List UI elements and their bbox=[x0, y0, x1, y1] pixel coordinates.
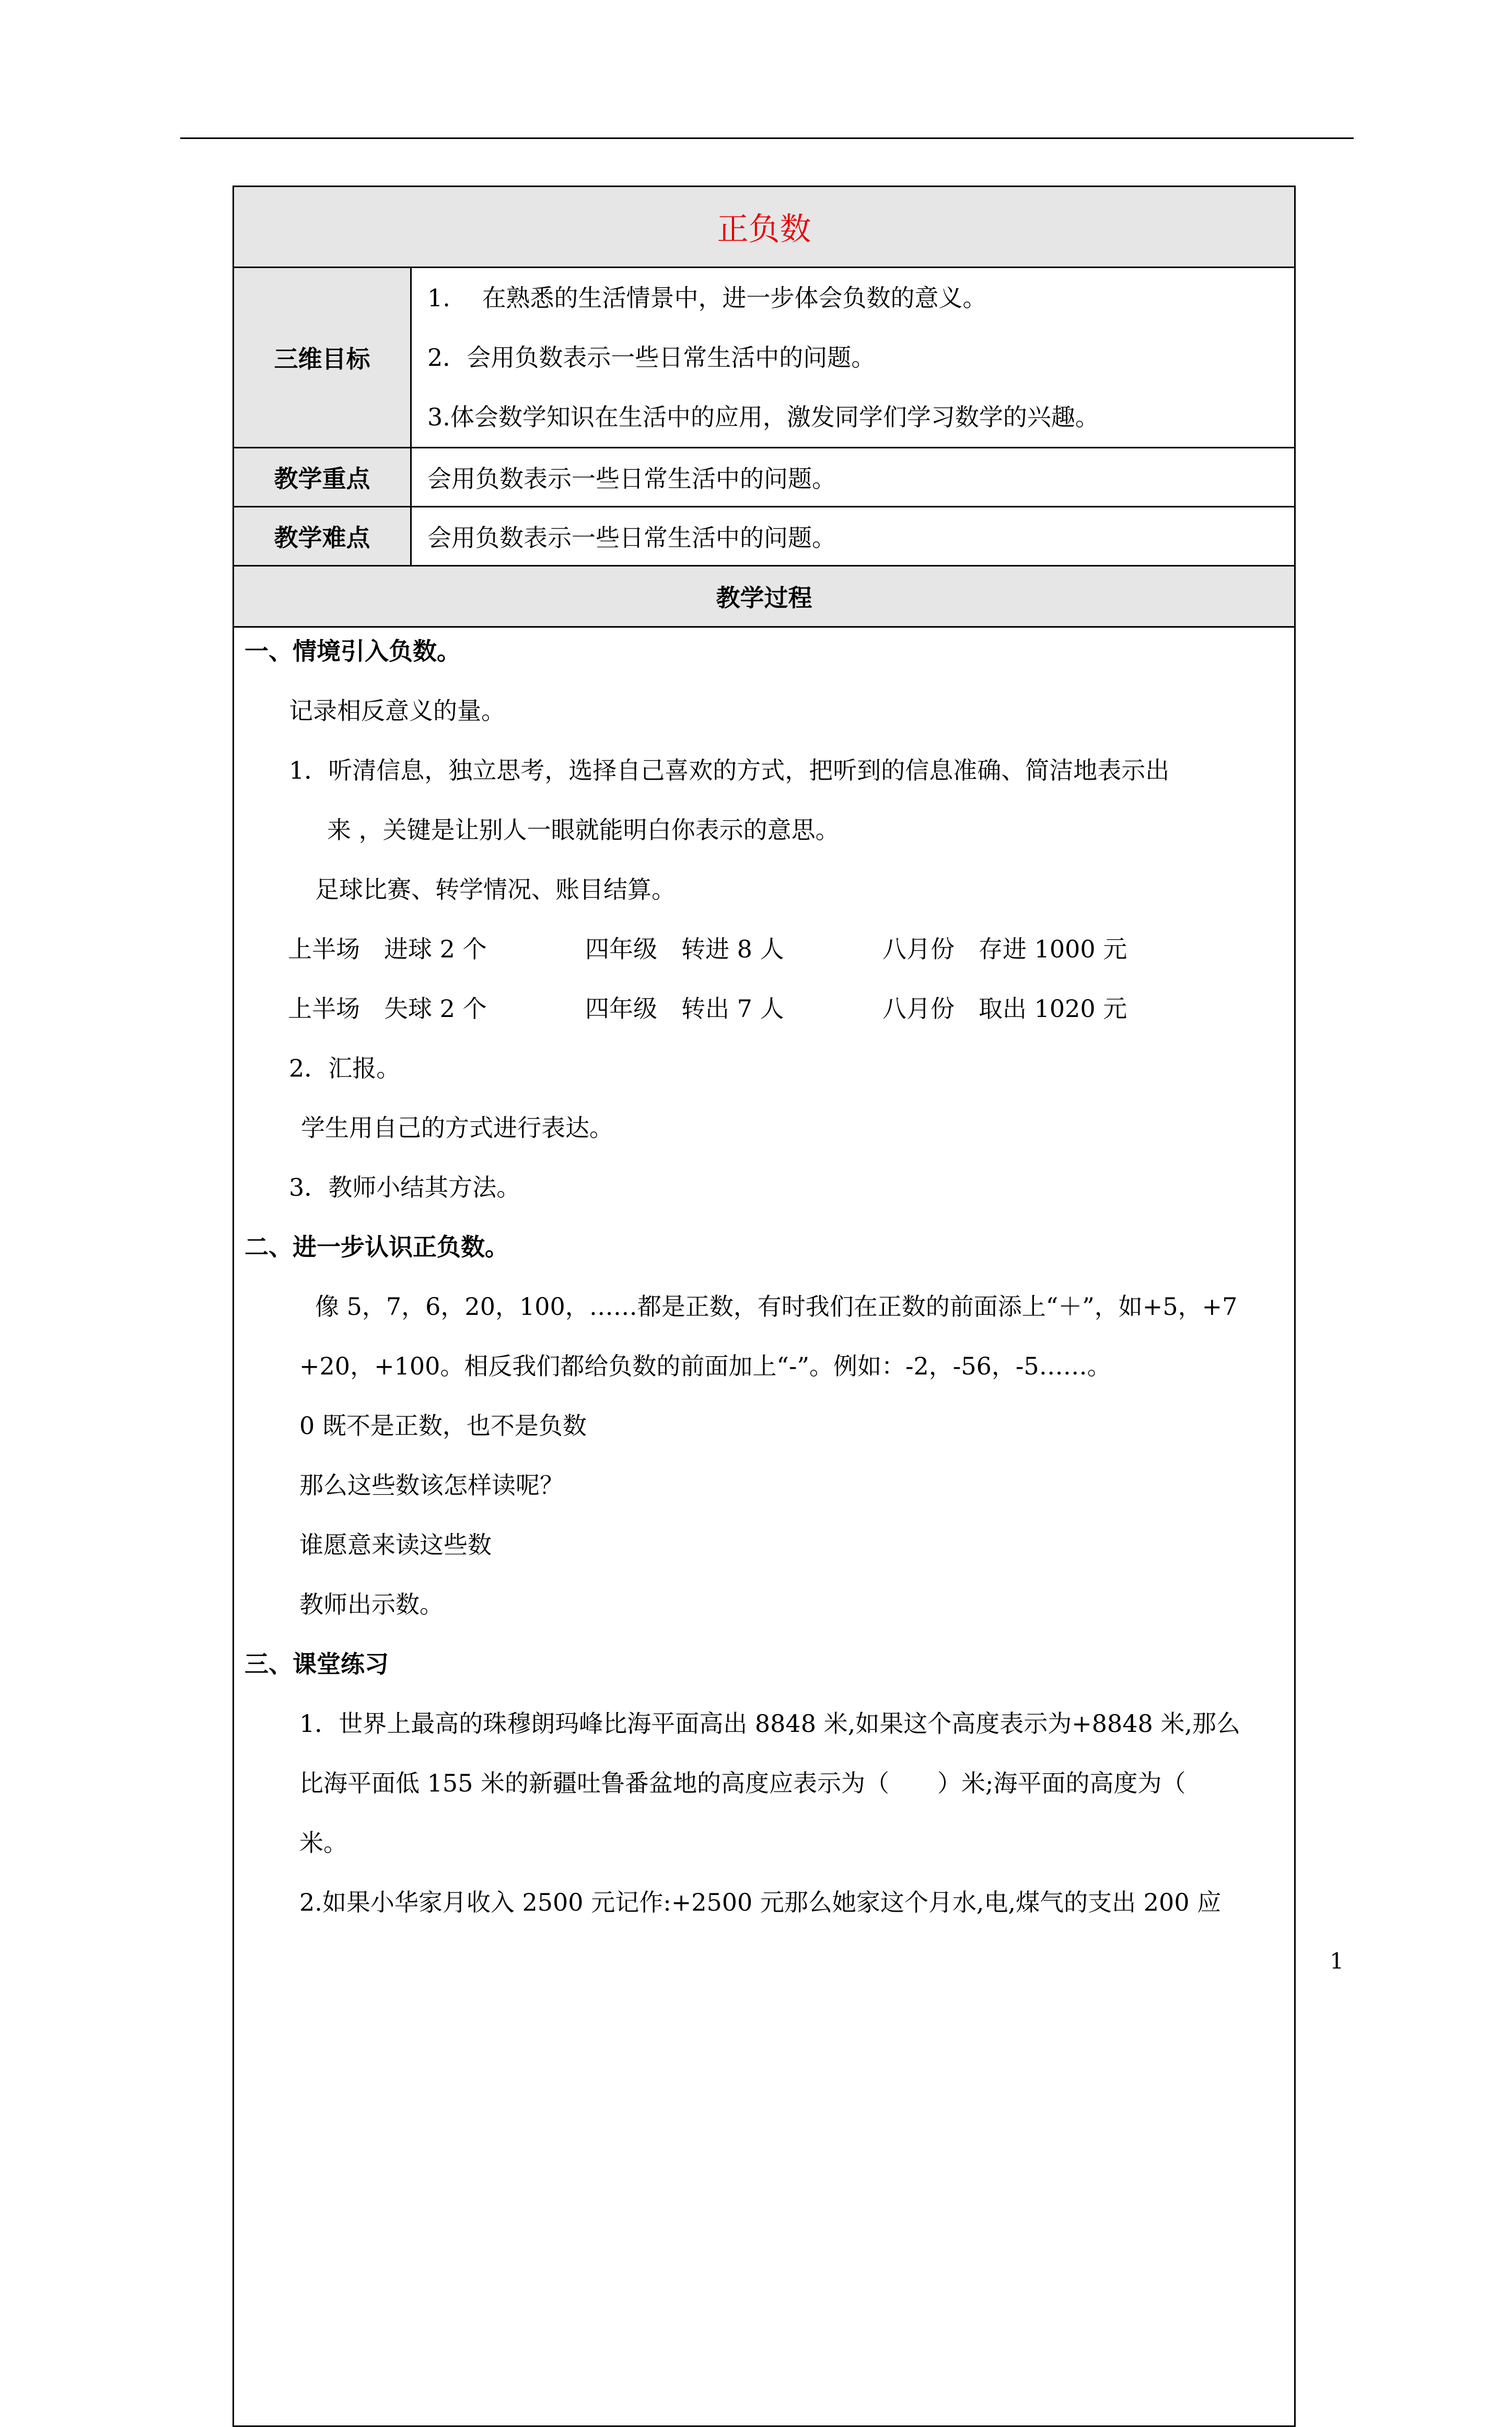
section2-line3: 0 既不是正数，也不是负数 bbox=[299, 1412, 587, 1440]
example-cell: 上半场 进球 2 个 bbox=[288, 935, 487, 963]
item2-detail: 学生用自己的方式进行表达。 bbox=[301, 1114, 613, 1142]
process-body bbox=[234, 627, 1295, 2426]
section2-line6: 教师出示数。 bbox=[299, 1590, 444, 1619]
example-cell: 八月份 取出 1020 元 bbox=[882, 995, 1127, 1023]
goal-item: 2．会用负数表示一些日常生活中的问题。 bbox=[427, 343, 876, 372]
lesson-plan-table bbox=[232, 186, 1296, 2427]
example-cell: 上半场 失球 2 个 bbox=[288, 995, 487, 1023]
process-heading: 教学过程 bbox=[234, 566, 1295, 627]
example-cell: 四年级 转进 8 人 bbox=[585, 935, 784, 963]
q1-line3: 米。 bbox=[299, 1829, 347, 1857]
item1-line2: 来 ，关键是让别人一眼就能明白你表示的意思。 bbox=[327, 816, 840, 844]
contexts-text: 足球比赛、转学情况、账目结算。 bbox=[315, 875, 676, 904]
goals-label: 三维目标 bbox=[234, 268, 411, 448]
goal-item: 1. 在熟悉的生活情景中，进一步体会负数的意义。 bbox=[427, 284, 987, 312]
q1-line2: 比海平面低 155 米的新疆吐鲁番盆地的高度应表示为（ ）米;海平面的高度为（ bbox=[299, 1769, 1186, 1797]
section2-line1: 像 5，7，6，20，100，……都是正数，有时我们在正数的前面添上“＋”，如+5，+7 bbox=[315, 1292, 1238, 1321]
q1-line1: 1．世界上最高的珠穆朗玛峰比海平面高出 8848 米,如果这个高度表示为+8848 米,那么 bbox=[299, 1709, 1241, 1738]
section2-line2: +20，+100。相反我们都给负数的前面加上“-”。例如：-2，-56，-5……。 bbox=[299, 1352, 1111, 1380]
example-cell: 四年级 转出 7 人 bbox=[585, 995, 784, 1023]
difficulty-text: 会用负数表示一些日常生活中的问题。 bbox=[411, 507, 1295, 566]
section1-intro: 记录相反意义的量。 bbox=[289, 697, 505, 725]
q2-line1: 2.如果小华家月收入 2500 元记作:+2500 元那么她家这个月水,电,煤气的支出 200 应 bbox=[299, 1888, 1222, 1916]
section2-line5: 谁愿意来读这些数 bbox=[299, 1531, 492, 1559]
example-cell: 八月份 存进 1000 元 bbox=[882, 935, 1127, 963]
goals-content bbox=[411, 268, 1295, 448]
goal-item: 3.体会数学知识在生活中的应用，激发同学们学习数学的兴趣。 bbox=[427, 403, 1099, 431]
section3-title: 三、课堂练习 bbox=[245, 1650, 389, 1678]
item1-line1: 1．听清信息，独立思考，选择自己喜欢的方式，把听到的信息准确、简洁地表示出 bbox=[289, 756, 1170, 784]
difficulty-label: 教学难点 bbox=[234, 507, 411, 566]
page-title: 正负数 bbox=[234, 187, 1295, 268]
focus-text: 会用负数表示一些日常生活中的问题。 bbox=[411, 448, 1295, 507]
section2-line4: 那么这些数该怎样读呢？ bbox=[299, 1471, 564, 1499]
item2: 2．汇报。 bbox=[289, 1054, 401, 1082]
focus-label: 教学重点 bbox=[234, 448, 411, 507]
page-number: 1 bbox=[1330, 1948, 1344, 1974]
item3: 3．教师小结其方法。 bbox=[289, 1173, 521, 1201]
header-rule bbox=[180, 137, 1354, 139]
section2-title: 二、进一步认识正负数。 bbox=[245, 1233, 509, 1261]
section1-title: 一、情境引入负数。 bbox=[245, 637, 461, 665]
